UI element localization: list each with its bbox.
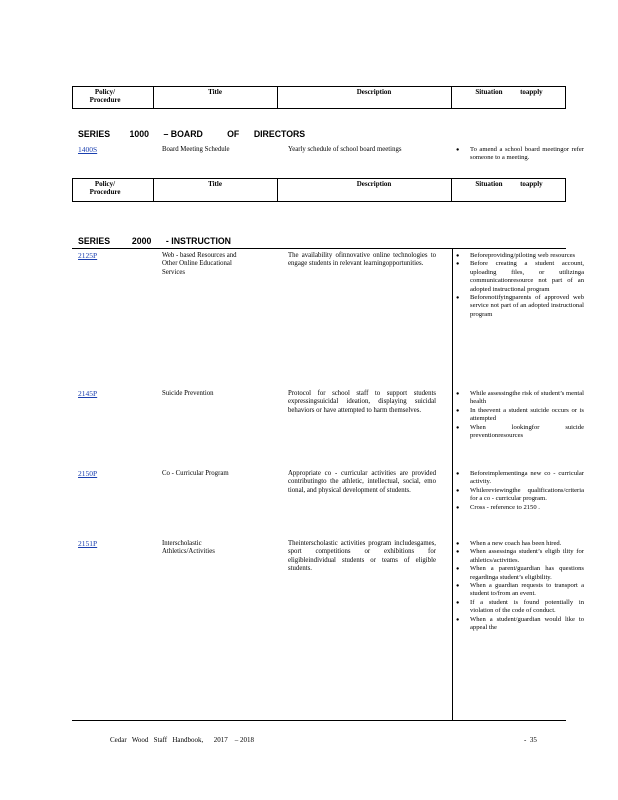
header-situation: Situation toapply — [475, 88, 543, 96]
header-policy: Policy/ Procedure — [89, 88, 121, 104]
policy-link-2125P[interactable]: 2125P — [78, 251, 98, 260]
situation-list — [456, 252, 584, 319]
situation-item: ● Before creating a student account, uploading files, or utilizinga communicationresource not part of an adopted instructional program — [456, 260, 584, 294]
header-title: Title — [208, 88, 222, 96]
situation-item: ● Beforeproviding/piloting web resources — [456, 252, 584, 260]
situation-item: ● Beforenotifyingparents of approved web service not part of an adopted instructional program — [456, 294, 584, 319]
header-policy: Policy/ Procedure — [89, 180, 121, 196]
footer-page-number: - 35 — [524, 736, 537, 744]
policy-title: Co - Curricular Program — [162, 470, 229, 477]
situation-list — [456, 540, 584, 632]
policy-description: Protocol for school staff to support students expressingsuicidal ideation, displaying suicidal behaviors or have attempted to harm themselves. — [288, 390, 436, 414]
header-title: Title — [208, 180, 222, 188]
situation-item: ● When a new coach has been hired. — [456, 540, 584, 548]
policy-description: The availability ofinnovative online technologies to engage students in relevant learningopportunities. — [288, 252, 436, 268]
situation-item: ● When assessinga student’s eligib ility for athletics/activities. — [456, 548, 584, 565]
situation-item: ● To amend a school board meetingor refer someone to a meeting. — [456, 146, 584, 163]
policy-description: Yearly schedule of school board meetings — [288, 146, 402, 153]
policy-link-2151P[interactable]: 2151P — [78, 539, 98, 548]
situation-item: ● When a parent/guardian has questions regardinga student’s eligibility. — [456, 565, 584, 582]
situation-item: ● When a student/guardian would like to appeal the — [456, 616, 584, 633]
series-1000-heading: SERIES 1000 – BOARD OF DIRECTORS — [78, 129, 306, 140]
policy-title: Suicide Prevention — [162, 390, 214, 397]
situation-list — [456, 470, 584, 512]
situation-item: ● In theevent a student suicide occurs or is attempted — [456, 407, 584, 424]
policy-link-1400S[interactable]: 1400S — [78, 145, 98, 154]
table-header — [72, 178, 566, 202]
situation-list — [456, 146, 584, 163]
situation-item: ● While assessingthe risk of student’s mental health — [456, 390, 584, 407]
situation-item: ● If a student is found potentially in violation of the code of conduct. — [456, 599, 584, 616]
policy-link-2145P[interactable]: 2145P — [78, 389, 98, 398]
policy-title: Web - based Resources and Other Online Educational Services — [162, 252, 237, 276]
header-description: Description — [356, 88, 392, 96]
policy-description: Theinterscholastic activities program includesgames, sport competitions or exhibitions for eligibleindividual students or teams of eligible students. — [288, 540, 436, 573]
footer-handbook: Cedar Wood Staff Handbook, 2017 – 2018 — [110, 736, 255, 744]
situation-list — [456, 390, 584, 440]
policy-title: Interscholastic Athletics/Activities — [162, 540, 215, 556]
policy-title: Board Meeting Schedule — [162, 146, 230, 153]
series-2000-heading: SERIES 2000 - INSTRUCTION — [78, 236, 231, 247]
policy-description: Appropriate co - curricular activities are provided contributingto the athletic, intellectual, social, emo tional, and physical development of students. — [288, 470, 436, 494]
situation-item: ● Cross - reference to 2150 . — [456, 504, 584, 512]
situation-item: ● When lookingfor suicide preventionresources — [456, 424, 584, 441]
situation-item: ● Whilereviewingthe qualifications/criteria for a co - curricular program. — [456, 487, 584, 504]
policy-link-2150P[interactable]: 2150P — [78, 469, 98, 478]
situation-item: ● Beforeimplementinga new co - curricular activity. — [456, 470, 584, 487]
header-situation: Situation toapply — [475, 180, 543, 188]
table-header — [72, 86, 566, 109]
situation-item: ● When a guardian requests to transport a student to/from an event. — [456, 582, 584, 599]
header-description: Description — [356, 180, 392, 188]
